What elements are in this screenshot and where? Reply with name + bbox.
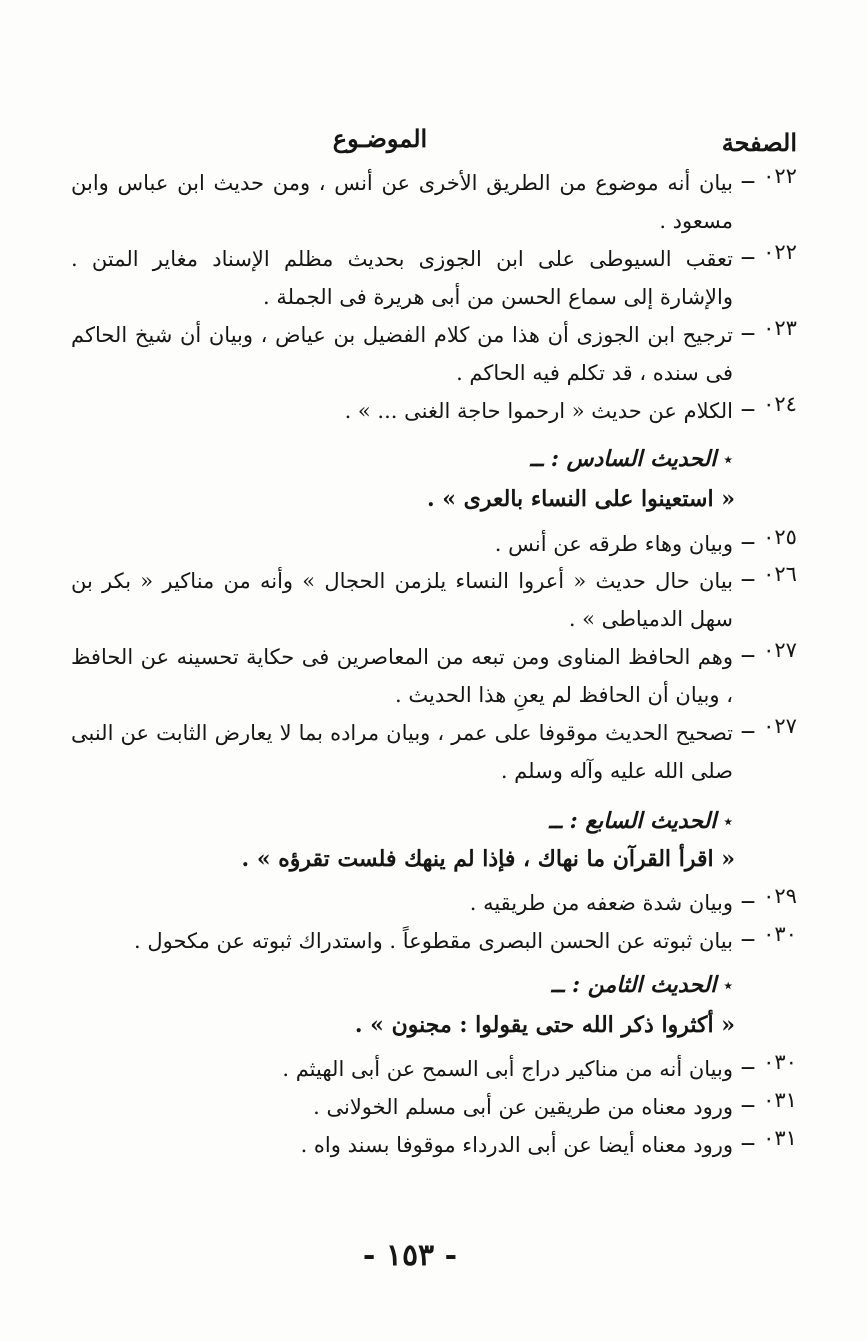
entry-dash: ــ xyxy=(741,1050,755,1074)
entry-text: وبيان شدة ضعفه من طريقيه . xyxy=(469,891,733,915)
entry-dash: ــ xyxy=(741,922,755,946)
entry-text: ورود معناه من طريقين عن أبى مسلم الخولانى . xyxy=(313,1095,733,1119)
toc-entry xyxy=(71,884,797,922)
entry-page-number: ٠٣١ xyxy=(763,1088,797,1112)
entry-dash: ــ xyxy=(741,525,755,549)
entry-text: ورود معناه أيضا عن أبى الدرداء موقوفا بسند واه . xyxy=(300,1133,733,1157)
entry-page-number: ٠٢٢ xyxy=(763,240,797,264)
entry-dash: ــ xyxy=(741,240,755,264)
entry-page-number: ٠٢٧ xyxy=(763,714,797,738)
entry-page-number: ٠٢٧ xyxy=(763,638,797,662)
page-number: - ١٥٣ - xyxy=(362,1238,458,1273)
toc-entry xyxy=(71,392,797,430)
toc-entry xyxy=(71,1050,797,1088)
entry-dash: ــ xyxy=(741,638,755,662)
entry-dash: ــ xyxy=(741,562,755,586)
bullet-icon: ٭ xyxy=(724,452,732,468)
page-column-header: الصفحة xyxy=(721,128,797,157)
entry-text: وبيان وهاء طرقه عن أنس . xyxy=(494,532,733,556)
bullet-icon: ٭ xyxy=(724,814,732,830)
entry-dash: ــ xyxy=(741,392,755,416)
toc-entry xyxy=(71,638,797,714)
entry-text: الكلام عن حديث « ارحموا حاجة الغنى ... » . xyxy=(344,399,733,423)
hadith-heading-text: الحديث الثامن : ــ xyxy=(551,972,717,998)
entry-page-number: ٠٣٠ xyxy=(763,922,797,946)
entry-text: تعقب السيوطى على ابن الجوزى بحديث مظلم الإسناد مغاير المتن . والإشارة إلى سماع الحسن من أبى هريرة فى الجملة . xyxy=(71,247,733,309)
entry-dash: ــ xyxy=(741,884,755,908)
toc-entry xyxy=(71,562,797,638)
entry-page-number: ٠٣١ xyxy=(763,1126,797,1150)
toc-entry xyxy=(71,525,797,563)
entry-page-number: ٠٢٤ xyxy=(763,392,797,416)
hadith-heading-text: الحديث السادس : ــ xyxy=(530,446,717,472)
entry-dash: ــ xyxy=(741,714,755,738)
entry-text: بيان حال حديث « أعروا النساء يلزمن الحجال » وأنه من مناكير « بكر بن سهل الدمياطى » . xyxy=(71,569,733,631)
entry-dash: ــ xyxy=(741,316,755,340)
entry-page-number: ٠٢٣ xyxy=(763,316,797,340)
entry-page-number: ٠٢٢ xyxy=(763,164,797,188)
hadith-quote: « اقرأ القرآن ما نهاك ، فإذا لم ينهك فلست تقرؤه » . xyxy=(241,846,735,872)
entry-text: وبيان أنه من مناكير دراج أبى السمح عن أبى الهيثم . xyxy=(282,1057,733,1081)
bullet-icon: ٭ xyxy=(724,978,732,994)
toc-entry xyxy=(71,316,797,392)
toc-entry xyxy=(71,164,797,240)
entry-text: ترجيح ابن الجوزى أن هذا من كلام الفضيل بن عياض ، وبيان أن شيخ الحاكم فى سنده ، قد تكلم فيه الحاكم . xyxy=(71,323,733,385)
entry-page-number: ٠٢٦ xyxy=(763,562,797,586)
toc-entry xyxy=(71,922,797,960)
entry-page-number: ٠٢٥ xyxy=(763,525,797,549)
toc-entry xyxy=(71,714,797,790)
entry-dash: ــ xyxy=(741,1126,755,1150)
hadith-quote: « أكثروا ذكر الله حتى يقولوا : مجنون » . xyxy=(354,1012,735,1038)
entry-text: وهم الحافظ المناوى ومن تبعه من المعاصرين فى حكاية تحسينه عن الحافظ ، وبيان أن الحافظ لم يعنِ هذا الحديث . xyxy=(71,645,733,707)
entry-dash: ــ xyxy=(741,1088,755,1112)
entry-page-number: ٠٣٠ xyxy=(763,1050,797,1074)
entry-page-number: ٠٢٩ xyxy=(763,884,797,908)
toc-entry xyxy=(71,240,797,316)
entry-text: بيان ثبوته عن الحسن البصرى مقطوعاً . واستدراك ثبوته عن مكحول . xyxy=(134,929,733,953)
entry-text: بيان أنه موضوع من الطريق الأخرى عن أنس ، ومن حديث ابن عباس وابن مسعود . xyxy=(71,171,733,233)
topic-column-header: الموضـوع xyxy=(332,124,428,153)
hadith-heading xyxy=(551,972,732,998)
toc-entry xyxy=(71,1126,797,1164)
entry-dash: ــ xyxy=(741,164,755,188)
hadith-heading-text: الحديث السابع : ــ xyxy=(549,808,717,834)
hadith-quote: « استعينوا على النساء بالعرى » . xyxy=(426,486,735,512)
toc-entry xyxy=(71,1088,797,1126)
entry-text: تصحيح الحديث موقوفا على عمر ، وبيان مراده بما لا يعارض الثابت عن النبى صلى الله عليه وآله وسلم . xyxy=(71,721,733,783)
hadith-heading xyxy=(549,808,732,834)
hadith-heading xyxy=(530,446,732,472)
